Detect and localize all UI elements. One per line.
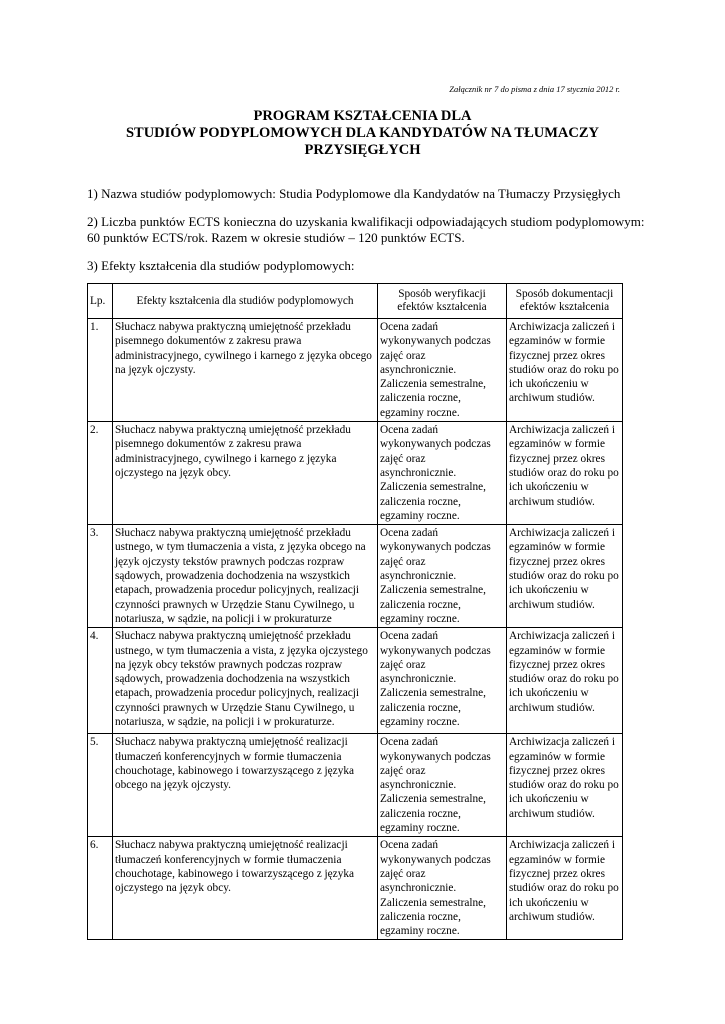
document-title	[80, 108, 645, 159]
cell-documentation: Archiwizacja zaliczeń i egzaminów w formie fizycznej przez okres studiów oraz do roku po ich ukończeniu w archiwum studiów.	[507, 734, 623, 837]
paragraph-ects	[87, 214, 647, 246]
table-row	[88, 734, 623, 837]
cell-effect: Słuchacz nabywa praktyczną umiejętność realizacji tłumaczeń konferencyjnych w formie tłumaczenia chouchotage, kabinowego i towarzyszącego z języka obcego na język ojczysty.	[113, 734, 378, 837]
cell-effect: Słuchacz nabywa praktyczną umiejętność przekładu pisemnego dokumentów z zakresu prawa administracyjnego, cywilnego i karnego z języka ojczystego na język obcy.	[113, 422, 378, 525]
cell-documentation: Archiwizacja zaliczeń i egzaminów w formie fizycznej przez okres studiów oraz do roku po ich ukończeniu w archiwum studiów.	[507, 837, 623, 940]
paragraph-ects-line-2: 60 punktów ECTS/rok. Razem w okresie studiów – 120 punktów ECTS.	[87, 230, 465, 245]
paragraph-study-name: 1) Nazwa studiów podyplomowych: Studia Podyplomowe dla Kandydatów na Tłumaczy Przysięgłych	[87, 186, 621, 201]
cell-documentation: Archiwizacja zaliczeń i egzaminów w formie fizycznej przez okres studiów oraz do roku po ich ukończeniu w archiwum studiów.	[507, 628, 623, 734]
header-documentation: Sposób dokumentacji efektów kształcenia	[507, 284, 623, 319]
attachment-note: Załącznik nr 7 do pisma z dnia 17 stycznia 2012 r.	[449, 84, 620, 94]
paragraph-ects-line-1: 2) Liczba punktów ECTS konieczna do uzyskania kwalifikacji odpowiadających studiom podyplomowym:	[87, 214, 645, 229]
paragraph-learning-outcomes: 3) Efekty kształcenia dla studiów podyplomowych:	[87, 258, 355, 273]
cell-verification: Ocena zadań wykonywanych podczas zajęć oraz asynchronicznie. Zaliczenia semestralne, zaliczenia roczne, egzaminy roczne.	[378, 628, 507, 734]
table-row	[88, 628, 623, 734]
cell-documentation: Archiwizacja zaliczeń i egzaminów w formie fizycznej przez okres studiów oraz do roku po ich ukończeniu w archiwum studiów.	[507, 525, 623, 628]
cell-verification: Ocena zadań wykonywanych podczas zajęć oraz asynchronicznie. Zaliczenia semestralne, zaliczenia roczne, egzaminy roczne.	[378, 422, 507, 525]
header-lp: Lp.	[88, 284, 113, 319]
table-row	[88, 837, 623, 940]
cell-lp: 3.	[88, 525, 113, 628]
learning-outcomes-table	[87, 283, 623, 940]
cell-verification: Ocena zadań wykonywanych podczas zajęć oraz asynchronicznie. Zaliczenia semestralne, zaliczenia roczne, egzaminy roczne.	[378, 319, 507, 422]
cell-verification: Ocena zadań wykonywanych podczas zajęć oraz asynchronicznie. Zaliczenia semestralne, zaliczenia roczne, egzaminy roczne.	[378, 734, 507, 837]
table-row	[88, 319, 623, 422]
cell-effect: Słuchacz nabywa praktyczną umiejętność przekładu ustnego, w tym tłumaczenia a vista, z języka ojczystego na język obcy tekstów prawnych podczas rozpraw sądowych, prowadzenia dochodzenia na wszystkich etapach, prowadzenia procedur policyjnych, realizacji czynności prawnych w Urzędzie Stanu Cywilnego, u notariusza, w sądzie, na policji i w prokuraturze.	[113, 628, 378, 734]
table-row	[88, 525, 623, 628]
table-header-row	[88, 284, 623, 319]
cell-effect: Słuchacz nabywa praktyczną umiejętność przekładu ustnego, w tym tłumaczenia a vista, z języka obcego na język ojczysty tekstów prawnych podczas rozpraw sądowych, prowadzenia dochodzenia na wszystkich etapach, prowadzenia procedur policyjnych, realizacji czynności prawnych w Urzędzie Stanu Cywilnego, u notariusza, w sądzie, na policji i w prokuraturze	[113, 525, 378, 628]
cell-lp: 1.	[88, 319, 113, 422]
cell-lp: 4.	[88, 628, 113, 734]
cell-effect: Słuchacz nabywa praktyczną umiejętność realizacji tłumaczeń konferencyjnych w formie tłumaczenia chouchotage, kabinowego i towarzyszącego z języka ojczystego na język obcy.	[113, 837, 378, 940]
table-row	[88, 422, 623, 525]
cell-lp: 5.	[88, 734, 113, 837]
header-verification: Sposób weryfikacji efektów kształcenia	[378, 284, 507, 319]
cell-verification: Ocena zadań wykonywanych podczas zajęć oraz asynchronicznie. Zaliczenia semestralne, zaliczenia roczne, egzaminy roczne.	[378, 837, 507, 940]
title-line: PRZYSIĘGŁYCH	[304, 142, 421, 158]
cell-documentation: Archiwizacja zaliczeń i egzaminów w formie fizycznej przez okres studiów oraz do roku po ich ukończeniu w archiwum studiów.	[507, 422, 623, 525]
cell-lp: 2.	[88, 422, 113, 525]
cell-effect: Słuchacz nabywa praktyczną umiejętność przekładu pisemnego dokumentów z zakresu prawa administracyjnego, cywilnego i karnego z języka obcego na język ojczysty.	[113, 319, 378, 422]
title-line: STUDIÓW PODYPLOMOWYCH DLA KANDYDATÓW NA TŁUMACZY	[125, 125, 600, 141]
title-line: PROGRAM KSZTAŁCENIA DLA	[253, 108, 472, 124]
cell-verification: Ocena zadań wykonywanych podczas zajęć oraz asynchronicznie. Zaliczenia semestralne, zaliczenia roczne, egzaminy roczne.	[378, 525, 507, 628]
cell-documentation: Archiwizacja zaliczeń i egzaminów w formie fizycznej przez okres studiów oraz do roku po ich ukończeniu w archiwum studiów.	[507, 319, 623, 422]
header-effects: Efekty kształcenia dla studiów podyplomowych	[113, 284, 378, 319]
cell-lp: 6.	[88, 837, 113, 940]
